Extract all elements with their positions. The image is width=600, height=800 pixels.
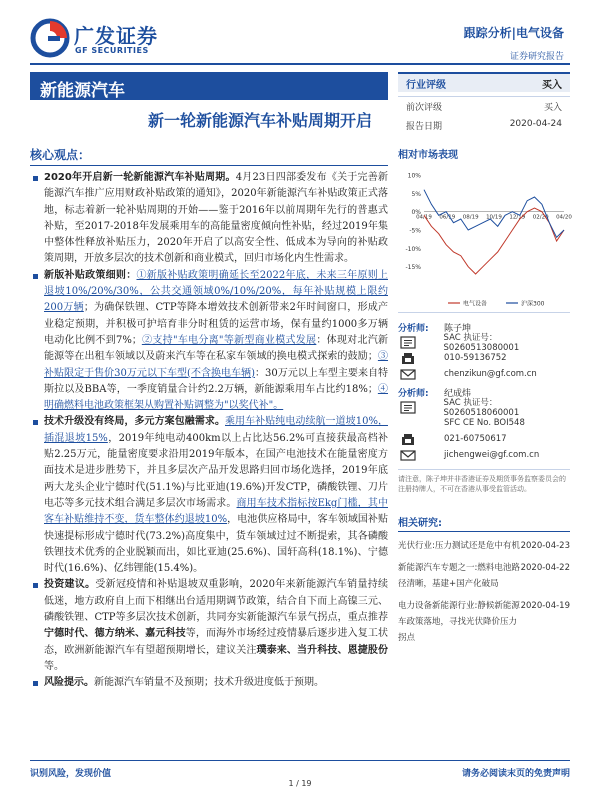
- analyst-email-row: [398, 366, 570, 382]
- analyst-phone-row: [398, 431, 570, 447]
- analyst-name: 纪成炜: [444, 389, 472, 399]
- prev-rating-value: 买入: [543, 103, 562, 113]
- bullet-text: ；为确保铁锂、CTP等降本增效技术创新带来2年时间窗口，形成产业稳定预期，并积极可护培育非分时租赁的运营市场，保有量约1000多万辆电动化比例不到7%；: [44, 302, 388, 346]
- analyst-email-row: [398, 447, 570, 463]
- legend-label: 电气设备: [463, 300, 488, 308]
- y-tick-label: -10%: [405, 245, 421, 253]
- analyst-email[interactable]: chenzikun@gf.com.cn: [444, 369, 537, 379]
- sidebar: [398, 146, 570, 646]
- related-item[interactable]: [398, 560, 570, 592]
- policy-point-1: ①新版补贴政策明确延长至2022年底，未来三年原则上退坡10%/20%/30%，公共交通领域0%/10%/20%，每年补贴规模上限约200万辆: [44, 269, 388, 314]
- tech-point-1: 乘用车补贴纯电动续航一道坡10%，插混退坡15%: [44, 416, 388, 444]
- core-title: 核心观点：: [30, 148, 91, 162]
- x-tick-label: 04/19: [416, 214, 432, 221]
- report-type: 跟踪分析|电气设备: [463, 26, 564, 40]
- bullet-text: 等，而海外市场经过疫情暴后逐步进入复工状态，欧洲新能源汽车有望超预期增长，建议关注: [44, 628, 389, 656]
- tech-point-2: 商用车技术指标按Ekg门槛，其中客车补贴维持不变，货车整体约退坡10%: [44, 497, 388, 526]
- market-title: 相对市场表现: [398, 150, 458, 161]
- related-item[interactable]: [398, 598, 570, 646]
- analyst-sac-row: [398, 333, 570, 353]
- prev-rating-row: [398, 96, 570, 116]
- footer-disclaimer-note: 请务必阅读末页的免责声明: [461, 769, 570, 779]
- bullet-lead: 风险提示。: [44, 677, 94, 689]
- footer-slogan: 识别风险，发现价值: [30, 769, 112, 779]
- rating-value: 买入: [542, 79, 562, 91]
- page-number: 1 / 19: [288, 779, 312, 788]
- recommended-stocks: 宁德时代、德方纳米、嘉元科技: [44, 628, 186, 640]
- report-subtype: 证券研究报告: [509, 52, 564, 62]
- analyst-sac: SAC 执证号：S0260518060001: [443, 398, 520, 418]
- report-header: [464, 24, 564, 62]
- certificate-icon: [398, 416, 418, 430]
- related-item-date: 2020-04-23: [520, 541, 570, 551]
- bullet-text: ，电池供应格局中，客车领域国补贴快速提标形成宁德时代(73.2%)高度集中，货车领域过过不断提索，其各磷酸铁锂技术优秀的企业脱颖而出，如比亚迪(25.6%)、国轩高科(18.1%)、宁德时代(16.6%)、亿纬锂能(15.4%)。: [44, 514, 388, 575]
- bullet-text: ：30万元以上车型主要来自特斯拉以及BBA等，一季度销量合计约2.2万辆，新能源乘用车占比约18%；: [44, 367, 388, 395]
- related-item-title: 光伏行业:压力测试还是危中有机: [398, 541, 520, 551]
- report-date-row: [398, 116, 570, 135]
- y-tick-label: 5%: [411, 190, 421, 198]
- report-date-value: 2020-04-24: [509, 119, 562, 129]
- analyst-label: 分析师:: [398, 324, 429, 334]
- bullet-subsidy-cycle: [30, 170, 388, 268]
- related-item-title: 新能源汽车专题之一:燃料电池路径清晰，基建+国产化破局: [398, 563, 520, 589]
- rating-header: [398, 72, 570, 92]
- analyst-2: [398, 386, 570, 463]
- y-tick-label: -15%: [405, 264, 421, 272]
- rating-box: [398, 72, 570, 135]
- logo-cn: 广发证券: [74, 24, 158, 48]
- certificate-icon: [398, 335, 418, 349]
- x-tick-label: 10/19: [486, 214, 502, 221]
- prev-rating-label: 前次评级: [406, 103, 443, 113]
- sector-band: [30, 72, 388, 100]
- related-title: 相关研究:: [398, 514, 570, 532]
- logo-en: GF SECURITIES: [75, 46, 149, 55]
- related-item[interactable]: [398, 538, 570, 554]
- analyst-sfc: SFC CE No. BOI548: [444, 418, 525, 428]
- analyst-1: [398, 321, 570, 382]
- rating-label: 行业评级: [406, 79, 446, 91]
- gf-logo: [30, 18, 180, 58]
- policy-point-2: ②支持"车电分离"等新型商业模式发展: [141, 334, 317, 346]
- related-item-date: 2020-04-19: [520, 601, 570, 611]
- policy-point-4: ④明确燃料电池政策框架从购置补贴调整为"以奖代补"。: [44, 383, 388, 412]
- analyst-phone: 010-59136752: [444, 353, 507, 363]
- relative-performance-chart: [398, 167, 570, 313]
- bullet-tech-upgrade: [30, 414, 388, 577]
- gf-logo-mark: [30, 18, 70, 58]
- legend-label: 沪深300: [521, 300, 545, 308]
- core-divider: [30, 165, 388, 166]
- report-title: 新一轮新能源汽车补贴周期开启: [147, 111, 372, 130]
- x-tick-label: 12/19: [509, 214, 526, 221]
- phone-icon: [398, 432, 418, 446]
- bullet-investment: [30, 577, 388, 675]
- bullet-text: 4月23日四部委发布《关于完善新能源汽车推广应用财政补贴政策的通知》，2020年新能源汽车补贴政策正式落地，标志着新一轮补贴周期的开始——鉴于2016年以前周期年先行的普惠式补贴，至2017-2018年发展乘用车的高能量密度倾向性补贴，经过2019年集中整体性释放补贴压力，2020年开启了以高安全性、低成本为导向的补贴政策周期，开放多层次的技术创新和商业模式，回归市场化内生性需求。: [44, 172, 388, 265]
- email-icon: [398, 448, 418, 462]
- analyst-name: 陈子坤: [444, 324, 472, 334]
- bullet-text: 新能源汽车销量不及预期；技术升级进度低于预期。: [94, 677, 324, 689]
- analyst-phone: 021-60750617: [444, 434, 507, 444]
- footer-divider: [30, 760, 570, 761]
- analyst-sac: SAC 执证号：S0260513080001: [443, 333, 520, 353]
- top-divider: [30, 63, 570, 65]
- y-tick-label: -5%: [409, 227, 421, 235]
- analyst-sac-row: [398, 398, 570, 418]
- related-item-date: 2020-04-22: [520, 563, 570, 573]
- core-views: [30, 146, 388, 692]
- report-date-label: 报告日期: [406, 122, 443, 132]
- x-tick-label: 02/20: [532, 214, 549, 221]
- disclaimer: 请注意，陈子坤并非香港证券及期货事务监察委员会的注册持牌人，不可在香港从事受监管活动。: [398, 469, 570, 494]
- x-tick-label: 08/19: [462, 214, 479, 221]
- analyst-email[interactable]: jichengwei@gf.com.cn: [444, 450, 540, 460]
- bullet-text: 受新冠疫情和补贴退坡双重影响，2020年来新能源汽车销量持续低迷，地方政府自上而下相继出台适用期调节政策，结合自下而上高镍三元、磷酸铁锂、CTP等多层次技术创新，共同夯实新能源汽车景气拐点，重点推荐: [44, 579, 389, 624]
- chart-svg: [398, 167, 570, 313]
- sector-name: 新能源汽车: [40, 81, 125, 101]
- y-tick-label: 0%: [411, 209, 421, 217]
- bullet-lead: 技术升级没有终局，多元方案包融需求。: [44, 416, 225, 428]
- bullet-lead: 投资建议。: [44, 579, 96, 591]
- bullet-risk: [30, 675, 388, 691]
- bullet-text: ，2019年纯电动400km以上占比达56.2%可直接获最高档补贴2.25万元，能量密度要求沿用2019年版本，在国产电池技术在能量密度方面技术是进步胜势下，并且多层次产品开发思路归回市场化选择，2019年底两大龙头企业宁德时代(51.1%)与比亚迪(19.6%)开发CTP，磷酸铁锂、刀片电芯等多元技术组合满足多层次市场需求。: [44, 432, 388, 509]
- bullet-policy-details: [30, 268, 388, 415]
- bullet-text: ：体现对北汽新能源等在出租车领域以及蔚来汽车等在私家车领域的换电模式探索的鼓励；: [44, 334, 389, 363]
- certificate-icon: [398, 400, 418, 414]
- analyst-label: 分析师:: [398, 389, 429, 399]
- bullet-text: 等。: [44, 660, 64, 672]
- phone-icon: [398, 351, 418, 365]
- x-tick-label: 06/19: [439, 214, 456, 221]
- bullet-lead: 2020年开启新一轮新能源汽车补贴周期。: [44, 172, 236, 183]
- related-item-title: 电力设备新能源行业:静候新能源车政策落地，寻找光伏降价压力拐点: [398, 601, 520, 643]
- y-tick-label: 10%: [407, 172, 421, 180]
- email-icon: [398, 367, 418, 381]
- policy-point-3: ③补贴限定于售价30万元以下车型(不含换电车辆): [44, 351, 389, 379]
- bullet-lead: 新版补贴政策细则：: [44, 269, 137, 281]
- watch-stocks: 璞泰来、当升科技、恩捷股份: [256, 644, 389, 656]
- x-tick-label: 04/20: [556, 214, 572, 221]
